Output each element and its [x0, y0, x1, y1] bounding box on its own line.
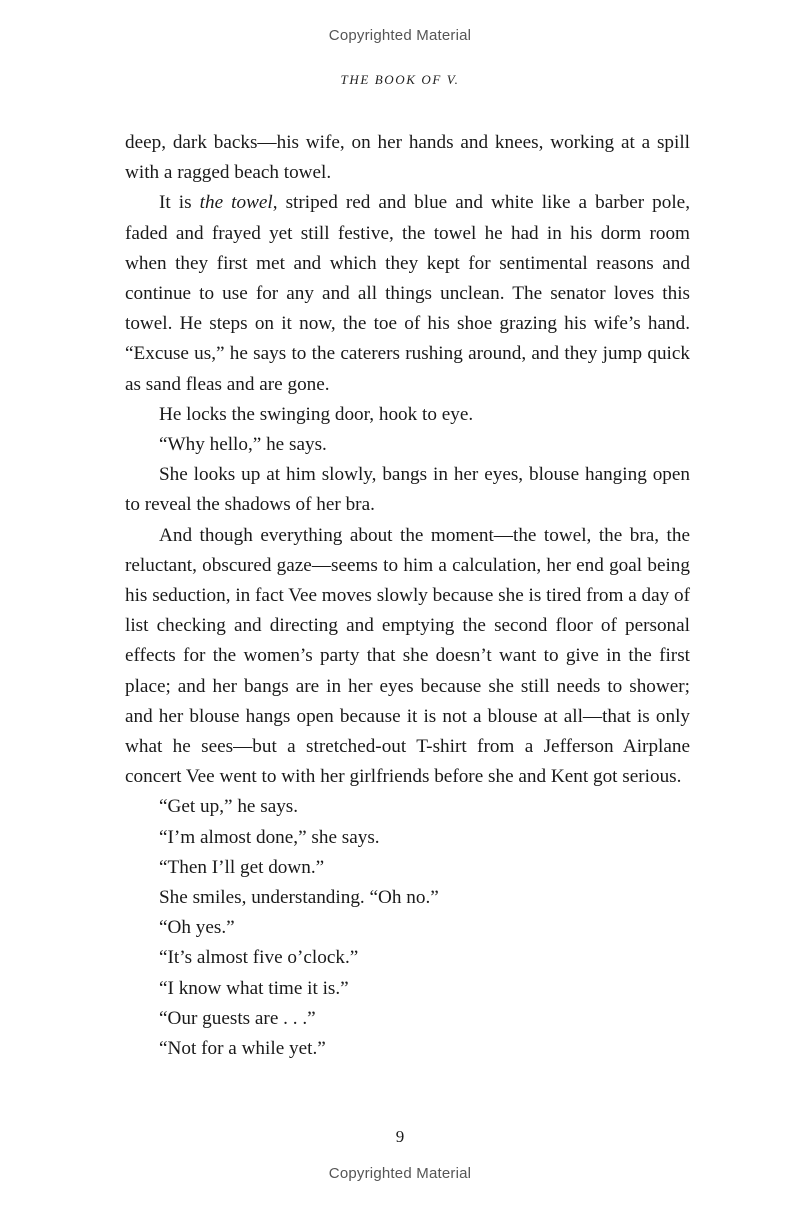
paragraph-14: “Our guests are . . .” — [159, 1007, 316, 1029]
paragraph-15: “Not for a while yet.” — [159, 1038, 326, 1060]
paragraph-6: And though everything about the moment—the towel, the bra, the reluctant, obscured gaze—seems to him a calculation, her end goal being his seduction, in fact Vee moves slowly because she is tired from a day of list checking and directing and emptying the second floor of personal effects for the women’s party that she doesn’t want to give in the first place; and her bangs are in her eyes because she still needs to shower; and her blouse hangs open because it is not a blouse at all—that is only what he sees—but a stretched-out T-shirt from a Jefferson Airplane concert Vee went to with her girlfriends before she and Kent got serious. — [125, 524, 690, 788]
paragraph-3: He locks the swinging door, hook to eye. — [159, 403, 474, 425]
paragraph-1: deep, dark backs—his wife, on her hands and knees, working at a spill with a ragged beach towel. — [125, 132, 690, 184]
paragraph-2: It is the towel, striped red and blue and white like a barber pole, faded and frayed yet still festive, the towel he had in his dorm room when they first met and which they kept for sentimental reasons and continue to use for any and all things unclean. The senator loves this towel. He steps on it now, the toe of his shoe grazing his wife’s hand. “Excuse us,” he says to the caterers rushing around, and they jump quick as sand fleas and are gone. — [125, 192, 690, 395]
paragraph-4: “Why hello,” he says. — [159, 434, 327, 456]
body-text — [125, 128, 690, 1064]
copyright-watermark-bottom: Copyrighted Material — [328, 1165, 472, 1182]
paragraph-12: “It’s almost five o’clock.” — [159, 947, 359, 969]
paragraph-10: She smiles, understanding. “Oh no.” — [159, 887, 439, 909]
paragraph-13: “I know what time it is.” — [159, 977, 349, 999]
emphasis-the-towel: the towel — [199, 192, 273, 214]
paragraph-8: “I’m almost done,” she says. — [159, 826, 380, 848]
paragraph-5: She looks up at him slowly, bangs in her eyes, blouse hanging open to reveal the shadows of her bra. — [125, 464, 690, 516]
paragraph-11: “Oh yes.” — [159, 917, 235, 939]
paragraph-9: “Then I’ll get down.” — [159, 856, 325, 878]
paragraph-7: “Get up,” he says. — [159, 796, 299, 818]
running-header: THE BOOK OF V. — [340, 72, 460, 87]
page-number: 9 — [395, 1127, 405, 1146]
copyright-watermark-top: Copyrighted Material — [328, 27, 472, 44]
